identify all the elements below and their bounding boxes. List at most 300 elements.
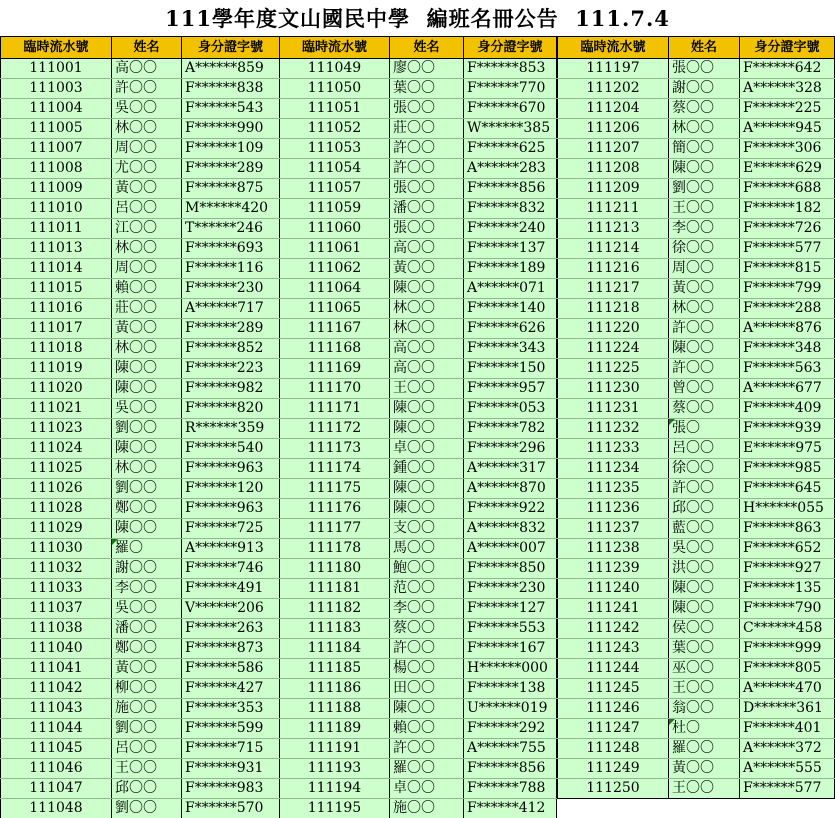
serial-number-cell: 111182	[280, 599, 390, 619]
serial-number-cell: 111003	[1, 79, 112, 99]
serial-number-cell: 111046	[1, 759, 112, 779]
student-name-cell: 林〇〇	[390, 299, 464, 319]
student-name-cell: 陳〇〇	[669, 579, 740, 599]
id-number-cell: F******626	[464, 319, 557, 339]
id-number-cell: F******263	[182, 619, 280, 639]
table-row	[280, 599, 557, 619]
table-row	[280, 59, 557, 79]
table-row	[280, 99, 557, 119]
student-name-cell: 洪〇〇	[669, 559, 740, 579]
id-number-cell: F******138	[464, 679, 557, 699]
student-name-cell: 黃〇〇	[390, 259, 464, 279]
serial-number-cell: 111049	[280, 59, 390, 79]
id-number-cell: F******540	[182, 439, 280, 459]
header-row	[1, 37, 280, 59]
table-row	[280, 359, 557, 379]
table-row	[280, 79, 557, 99]
serial-number-cell: 111173	[280, 439, 390, 459]
table-row	[1, 179, 280, 199]
serial-number-cell: 111038	[1, 619, 112, 639]
student-name-cell: 張〇	[669, 419, 740, 439]
table-row	[1, 399, 280, 419]
table-row	[280, 119, 557, 139]
serial-number-cell: 111062	[280, 259, 390, 279]
student-name-cell: 高〇〇	[112, 59, 182, 79]
id-number-cell: F******543	[182, 99, 280, 119]
id-number-cell: F******805	[740, 659, 835, 679]
table-row	[1, 619, 280, 639]
student-name-cell: 林〇〇	[112, 459, 182, 479]
serial-number-cell: 111013	[1, 239, 112, 259]
id-number-cell: A******913	[182, 539, 280, 559]
serial-number-cell: 111250	[558, 779, 669, 799]
student-name-cell: 呂〇〇	[112, 199, 182, 219]
serial-number-cell: 111183	[280, 619, 390, 639]
serial-number-cell: 111167	[280, 319, 390, 339]
student-name-cell: 許〇〇	[390, 639, 464, 659]
serial-number-cell: 111204	[558, 99, 669, 119]
student-name-cell: 高〇〇	[390, 339, 464, 359]
id-number-cell: F******230	[182, 279, 280, 299]
serial-number-cell: 111032	[1, 559, 112, 579]
id-number-cell: F******873	[182, 639, 280, 659]
table-row	[280, 419, 557, 439]
student-name-cell: 許〇〇	[669, 319, 740, 339]
serial-number-cell: 111045	[1, 739, 112, 759]
id-number-cell: F******985	[740, 459, 835, 479]
table-row	[280, 199, 557, 219]
table-row	[1, 659, 280, 679]
student-name-cell: 莊〇〇	[112, 299, 182, 319]
table-row	[1, 199, 280, 219]
serial-number-cell: 111024	[1, 439, 112, 459]
serial-number-cell: 111220	[558, 319, 669, 339]
table-row	[558, 639, 835, 659]
student-name-cell: 楊〇〇	[390, 659, 464, 679]
student-name-cell: 張〇〇	[390, 179, 464, 199]
id-number-cell: F******670	[464, 99, 557, 119]
student-name-cell: 葉〇〇	[669, 639, 740, 659]
table-row	[558, 399, 835, 419]
id-number-cell: F******963	[182, 459, 280, 479]
header-id: 身分證字號	[740, 37, 835, 59]
serial-number-cell: 111015	[1, 279, 112, 299]
table-row	[558, 99, 835, 119]
id-number-cell: F******782	[464, 419, 557, 439]
id-number-cell: F******726	[740, 219, 835, 239]
student-name-cell: 蔡〇〇	[669, 399, 740, 419]
id-number-cell: F******863	[740, 519, 835, 539]
header-name: 姓名	[112, 37, 182, 59]
table-row	[280, 679, 557, 699]
id-number-cell: U******019	[464, 699, 557, 719]
table-row	[280, 279, 557, 299]
serial-number-cell: 111211	[558, 199, 669, 219]
serial-number-cell: 111216	[558, 259, 669, 279]
student-name-cell: 周〇〇	[112, 259, 182, 279]
roster-table-2	[279, 36, 557, 818]
student-name-cell: 羅〇〇	[669, 739, 740, 759]
table-row	[558, 259, 835, 279]
table-row	[1, 799, 280, 818]
student-name-cell: 曾〇〇	[669, 379, 740, 399]
table-row	[1, 239, 280, 259]
serial-number-cell: 111178	[280, 539, 390, 559]
id-number-cell: F******856	[464, 179, 557, 199]
student-name-cell: 鄭〇〇	[112, 499, 182, 519]
id-number-cell: R******359	[182, 419, 280, 439]
table-row	[1, 359, 280, 379]
id-number-cell: A******470	[740, 679, 835, 699]
serial-number-cell: 111047	[1, 779, 112, 799]
serial-number-cell: 111177	[280, 519, 390, 539]
id-number-cell: F******137	[464, 239, 557, 259]
id-number-cell: F******223	[182, 359, 280, 379]
table-row	[558, 199, 835, 219]
student-name-cell: 許〇〇	[669, 479, 740, 499]
table-row	[558, 539, 835, 559]
serial-number-cell: 111247	[558, 719, 669, 739]
table-row	[558, 659, 835, 679]
table-row	[280, 659, 557, 679]
serial-number-cell: 111233	[558, 439, 669, 459]
id-number-cell: F******306	[740, 139, 835, 159]
serial-number-cell: 111018	[1, 339, 112, 359]
serial-number-cell: 111026	[1, 479, 112, 499]
serial-number-cell: 111020	[1, 379, 112, 399]
id-number-cell: F******570	[182, 799, 280, 818]
id-number-cell: A******555	[740, 759, 835, 779]
table-row	[1, 419, 280, 439]
table-row	[558, 79, 835, 99]
id-number-cell: F******348	[740, 339, 835, 359]
table-row	[280, 559, 557, 579]
table-row	[1, 219, 280, 239]
table-row	[1, 319, 280, 339]
id-number-cell: H******000	[464, 659, 557, 679]
id-number-cell: T******246	[182, 219, 280, 239]
table-row	[558, 119, 835, 139]
id-number-cell: A******876	[740, 319, 835, 339]
table-row	[280, 779, 557, 799]
id-number-cell: F******715	[182, 739, 280, 759]
id-number-cell: A******717	[182, 299, 280, 319]
id-number-cell: F******577	[740, 239, 835, 259]
student-name-cell: 簡〇〇	[669, 139, 740, 159]
serial-number-cell: 111001	[1, 59, 112, 79]
student-name-cell: 許〇〇	[112, 79, 182, 99]
student-name-cell: 潘〇〇	[112, 619, 182, 639]
student-name-cell: 杜〇	[669, 719, 740, 739]
serial-number-cell: 111021	[1, 399, 112, 419]
id-number-cell: F******135	[740, 579, 835, 599]
serial-number-cell: 111186	[280, 679, 390, 699]
table-row	[1, 99, 280, 119]
serial-number-cell: 111234	[558, 459, 669, 479]
serial-number-cell: 111193	[280, 759, 390, 779]
id-number-cell: M******420	[182, 199, 280, 219]
id-number-cell: F******832	[464, 199, 557, 219]
table-row	[558, 619, 835, 639]
id-number-cell: F******189	[464, 259, 557, 279]
serial-number-cell: 111232	[558, 419, 669, 439]
table-row	[1, 779, 280, 799]
id-number-cell: C******458	[740, 619, 835, 639]
id-number-cell: W******385	[464, 119, 557, 139]
student-name-cell: 葉〇〇	[390, 79, 464, 99]
id-number-cell: F******642	[740, 59, 835, 79]
student-name-cell: 許〇〇	[390, 139, 464, 159]
table-row	[1, 259, 280, 279]
student-name-cell: 張〇〇	[669, 59, 740, 79]
id-number-cell: F******182	[740, 199, 835, 219]
student-name-cell: 陳〇〇	[390, 419, 464, 439]
serial-number-cell: 111051	[280, 99, 390, 119]
header-name: 姓名	[390, 37, 464, 59]
serial-number-cell: 111208	[558, 159, 669, 179]
table-row	[280, 619, 557, 639]
table-row	[558, 459, 835, 479]
table-row	[558, 339, 835, 359]
student-name-cell: 卓〇〇	[390, 439, 464, 459]
student-name-cell: 劉〇〇	[112, 419, 182, 439]
serial-number-cell: 111025	[1, 459, 112, 479]
table-row	[1, 479, 280, 499]
serial-number-cell: 111189	[280, 719, 390, 739]
id-number-cell: F******652	[740, 539, 835, 559]
table-row	[280, 319, 557, 339]
table-row	[558, 159, 835, 179]
table-row	[280, 799, 557, 818]
serial-number-cell: 111029	[1, 519, 112, 539]
id-number-cell: A******071	[464, 279, 557, 299]
table-row	[280, 399, 557, 419]
table-row	[1, 299, 280, 319]
table-row	[558, 219, 835, 239]
student-name-cell: 黃〇〇	[112, 659, 182, 679]
serial-number-cell: 111206	[558, 119, 669, 139]
serial-number-cell: 111023	[1, 419, 112, 439]
table-row	[558, 359, 835, 379]
student-name-cell: 鄭〇〇	[112, 639, 182, 659]
id-number-cell: A******328	[740, 79, 835, 99]
table-row	[1, 279, 280, 299]
student-name-cell: 陳〇〇	[390, 479, 464, 499]
student-name-cell: 吳〇〇	[669, 539, 740, 559]
table-row	[558, 779, 835, 799]
serial-number-cell: 111191	[280, 739, 390, 759]
page-title: 111學年度文山國民中學 編班名冊公告 111.7.4	[0, 0, 835, 36]
table-row	[1, 79, 280, 99]
student-name-cell: 侯〇〇	[669, 619, 740, 639]
table-row	[558, 759, 835, 779]
student-name-cell: 巫〇〇	[669, 659, 740, 679]
student-name-cell: 林〇〇	[669, 119, 740, 139]
table-row	[558, 519, 835, 539]
id-number-cell: F******116	[182, 259, 280, 279]
student-name-cell: 翁〇〇	[669, 699, 740, 719]
id-number-cell: F******289	[182, 159, 280, 179]
header-row	[280, 37, 557, 59]
serial-number-cell: 111243	[558, 639, 669, 659]
serial-number-cell: 111005	[1, 119, 112, 139]
id-number-cell: F******409	[740, 399, 835, 419]
student-name-cell: 賴〇〇	[390, 719, 464, 739]
student-name-cell: 黃〇〇	[112, 179, 182, 199]
table-row	[1, 599, 280, 619]
serial-number-cell: 111240	[558, 579, 669, 599]
id-number-cell: F******693	[182, 239, 280, 259]
student-name-cell: 吳〇〇	[112, 99, 182, 119]
student-name-cell: 賴〇〇	[112, 279, 182, 299]
serial-number-cell: 111061	[280, 239, 390, 259]
student-name-cell: 王〇〇	[112, 759, 182, 779]
student-name-cell: 謝〇〇	[669, 79, 740, 99]
id-number-cell: F******225	[740, 99, 835, 119]
id-number-cell: E******629	[740, 159, 835, 179]
serial-number-cell: 111248	[558, 739, 669, 759]
table-row	[1, 379, 280, 399]
id-number-cell: F******343	[464, 339, 557, 359]
id-number-cell: F******292	[464, 719, 557, 739]
id-number-cell: F******853	[464, 59, 557, 79]
table-row	[280, 339, 557, 359]
serial-number-cell: 111065	[280, 299, 390, 319]
id-number-cell: F******850	[464, 559, 557, 579]
table-row	[280, 439, 557, 459]
serial-number-cell: 111064	[280, 279, 390, 299]
table-row	[280, 519, 557, 539]
id-number-cell: F******746	[182, 559, 280, 579]
serial-number-cell: 111019	[1, 359, 112, 379]
student-name-cell: 吳〇〇	[112, 399, 182, 419]
table-row	[280, 159, 557, 179]
serial-number-cell: 111185	[280, 659, 390, 679]
student-name-cell: 莊〇〇	[390, 119, 464, 139]
id-number-cell: F******645	[740, 479, 835, 499]
serial-number-cell: 111041	[1, 659, 112, 679]
id-number-cell: A******283	[464, 159, 557, 179]
table-row	[280, 739, 557, 759]
id-number-cell: F******963	[182, 499, 280, 519]
id-number-cell: A******317	[464, 459, 557, 479]
student-name-cell: 尤〇〇	[112, 159, 182, 179]
id-number-cell: F******790	[740, 599, 835, 619]
student-name-cell: 江〇〇	[112, 219, 182, 239]
table-row	[558, 379, 835, 399]
student-name-cell: 李〇〇	[390, 599, 464, 619]
id-number-cell: F******820	[182, 399, 280, 419]
id-number-cell: F******599	[182, 719, 280, 739]
id-number-cell: F******150	[464, 359, 557, 379]
id-number-cell: A******945	[740, 119, 835, 139]
student-name-cell: 張〇〇	[390, 99, 464, 119]
serial-number-cell: 111214	[558, 239, 669, 259]
id-number-cell: F******999	[740, 639, 835, 659]
serial-number-cell: 111044	[1, 719, 112, 739]
serial-number-cell: 111043	[1, 699, 112, 719]
student-name-cell: 藍〇〇	[669, 519, 740, 539]
table-row	[558, 299, 835, 319]
serial-number-cell: 111059	[280, 199, 390, 219]
serial-number-cell: 111171	[280, 399, 390, 419]
id-number-cell: F******353	[182, 699, 280, 719]
id-number-cell: F******412	[464, 799, 557, 818]
student-name-cell: 鮑〇〇	[390, 559, 464, 579]
student-name-cell: 陳〇〇	[669, 159, 740, 179]
student-name-cell: 張〇〇	[390, 219, 464, 239]
id-number-cell: A******870	[464, 479, 557, 499]
table-row	[1, 699, 280, 719]
student-name-cell: 陳〇〇	[390, 699, 464, 719]
serial-number-cell: 111238	[558, 539, 669, 559]
id-number-cell: A******832	[464, 519, 557, 539]
serial-number-cell: 111168	[280, 339, 390, 359]
id-number-cell: F******127	[464, 599, 557, 619]
id-number-cell: F******140	[464, 299, 557, 319]
student-name-cell: 王〇〇	[669, 199, 740, 219]
student-name-cell: 林〇〇	[390, 319, 464, 339]
serial-number-cell: 111060	[280, 219, 390, 239]
student-name-cell: 王〇〇	[669, 679, 740, 699]
student-name-cell: 劉〇〇	[112, 719, 182, 739]
table-row	[558, 279, 835, 299]
table-row	[1, 759, 280, 779]
student-name-cell: 王〇〇	[390, 379, 464, 399]
student-name-cell: 周〇〇	[112, 139, 182, 159]
student-name-cell: 高〇〇	[390, 359, 464, 379]
serial-number-cell: 111237	[558, 519, 669, 539]
student-name-cell: 陳〇〇	[390, 499, 464, 519]
id-number-cell: F******815	[740, 259, 835, 279]
serial-number-cell: 111042	[1, 679, 112, 699]
id-number-cell: F******109	[182, 139, 280, 159]
student-name-cell: 周〇〇	[669, 259, 740, 279]
id-number-cell: F******875	[182, 179, 280, 199]
serial-number-cell: 111197	[558, 59, 669, 79]
serial-number-cell: 111207	[558, 139, 669, 159]
student-name-cell: 林〇〇	[112, 239, 182, 259]
serial-number-cell: 111217	[558, 279, 669, 299]
table-row	[1, 459, 280, 479]
id-number-cell: F******401	[740, 719, 835, 739]
serial-number-cell: 111231	[558, 399, 669, 419]
serial-number-cell: 111180	[280, 559, 390, 579]
table-row	[558, 599, 835, 619]
serial-number-cell: 111009	[1, 179, 112, 199]
table-row	[558, 719, 835, 739]
serial-number-cell: 111007	[1, 139, 112, 159]
serial-number-cell: 111241	[558, 599, 669, 619]
table-row	[558, 139, 835, 159]
id-number-cell: F******788	[464, 779, 557, 799]
serial-number-cell: 111236	[558, 499, 669, 519]
serial-number-cell: 111195	[280, 799, 390, 818]
id-number-cell: F******120	[182, 479, 280, 499]
id-number-cell: F******922	[464, 499, 557, 519]
table-row	[1, 119, 280, 139]
serial-number-cell: 111033	[1, 579, 112, 599]
id-number-cell: F******577	[740, 779, 835, 799]
table-row	[1, 639, 280, 659]
table-row	[1, 559, 280, 579]
serial-number-cell: 111246	[558, 699, 669, 719]
id-number-cell: F******288	[740, 299, 835, 319]
student-name-cell: 許〇〇	[390, 159, 464, 179]
serial-number-cell: 111028	[1, 499, 112, 519]
header-name: 姓名	[669, 37, 740, 59]
table-row	[280, 179, 557, 199]
